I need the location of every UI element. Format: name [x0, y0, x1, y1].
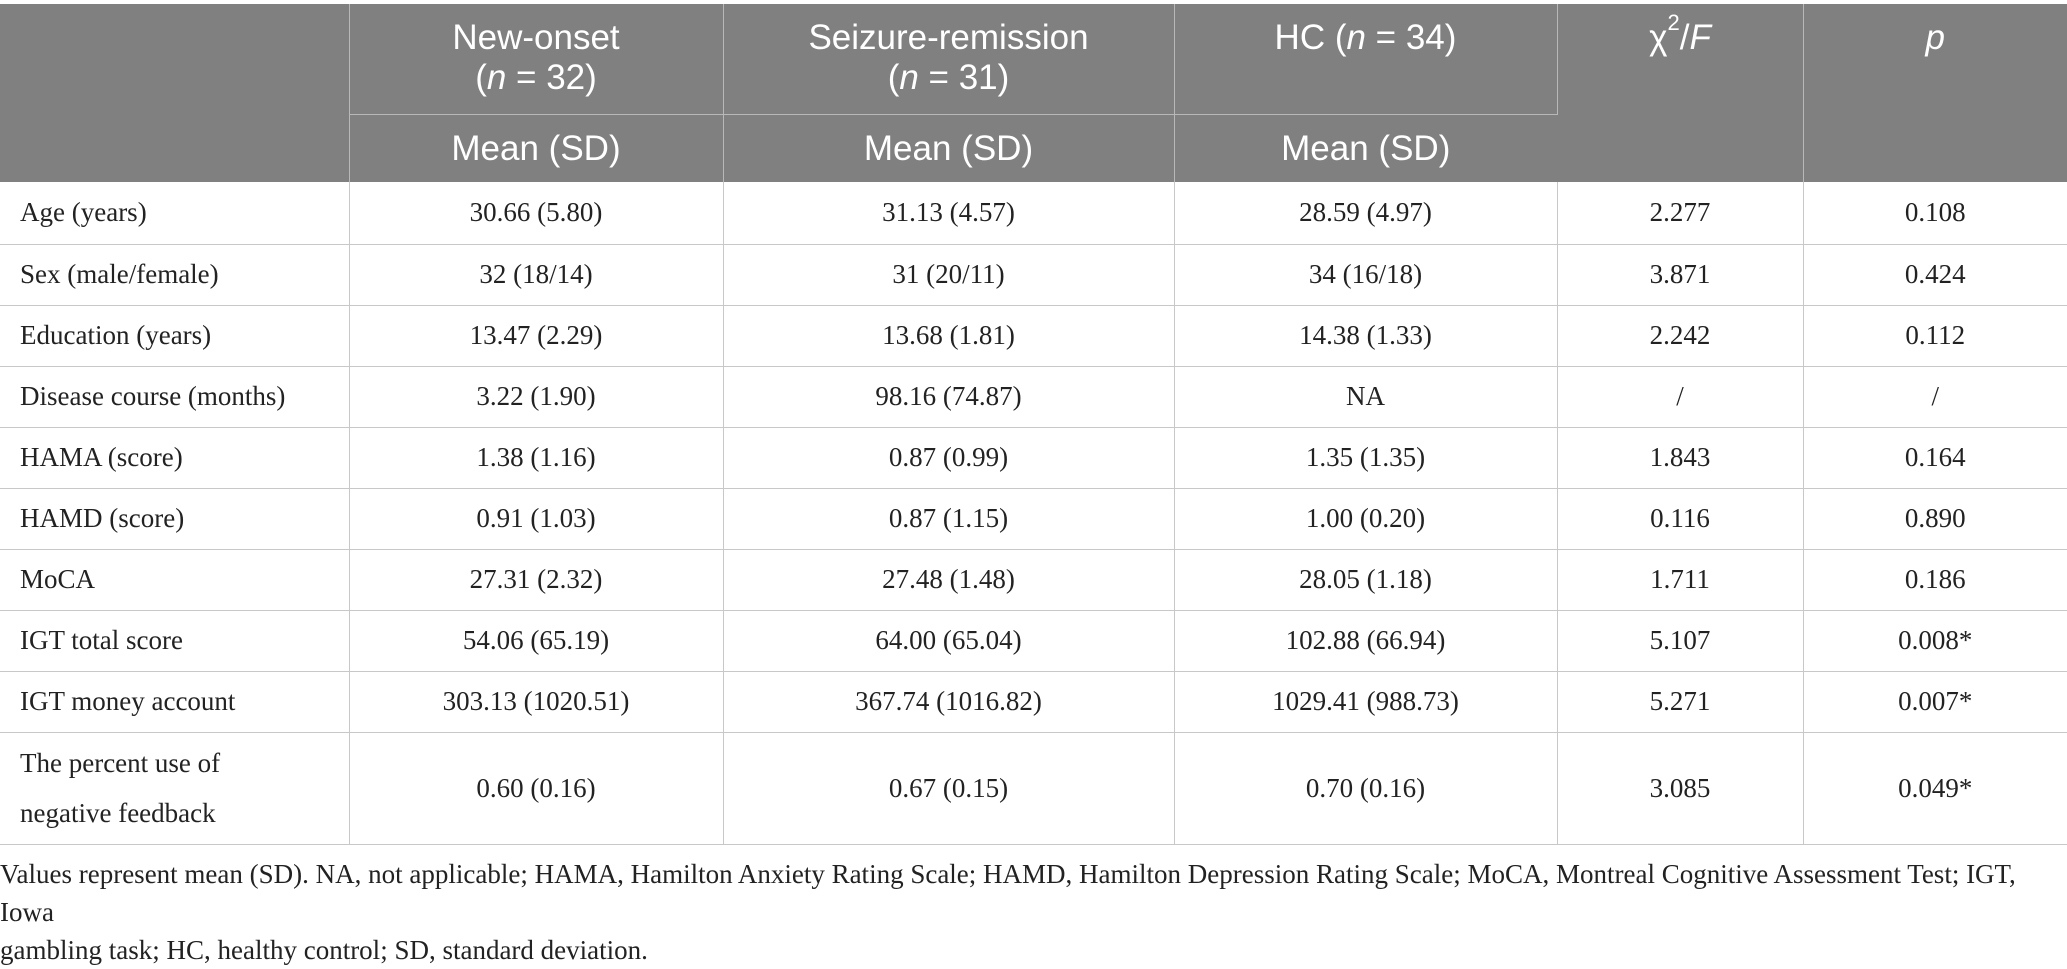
cell-hc: 28.05 (1.18)	[1174, 549, 1557, 610]
cell-stat: 5.271	[1557, 671, 1803, 732]
table-body	[0, 182, 2067, 844]
cell-hc: 1029.41 (988.73)	[1174, 671, 1557, 732]
table-row	[0, 182, 2067, 244]
cell-new-onset: 13.47 (2.29)	[349, 305, 723, 366]
cell-stat: 1.843	[1557, 427, 1803, 488]
row-label: MoCA	[0, 549, 349, 610]
cell-new-onset: 303.13 (1020.51)	[349, 671, 723, 732]
row-label: Sex (male/female)	[0, 244, 349, 305]
cell-stat: 3.871	[1557, 244, 1803, 305]
cell-seizure-remission: 31 (20/11)	[723, 244, 1174, 305]
cell-new-onset: 3.22 (1.90)	[349, 366, 723, 427]
cell-p: 0.112	[1803, 305, 2067, 366]
cell-new-onset: 30.66 (5.80)	[349, 182, 723, 244]
cell-p: 0.186	[1803, 549, 2067, 610]
header-seizure-remission-n: (n = 31)	[887, 58, 1010, 97]
cell-seizure-remission: 0.87 (0.99)	[723, 427, 1174, 488]
cell-stat: 2.242	[1557, 305, 1803, 366]
header-stat: $\chi^2/F$	[1557, 4, 1803, 182]
table-footnote: Values represent mean (SD). NA, not applicable; HAMA, Hamilton Anxiety Rating Scale; HAMD, Hamilton Depression Rating Scale; MoCA, Montreal Cognitive Assessment Test; IGT, Iowa gambling task; HC, healthy control; SD, standard deviation.	[0, 859, 2016, 965]
row-label: HAMD (score)	[0, 488, 349, 549]
row-label: The percent use of negative feedback	[0, 732, 349, 844]
cell-seizure-remission: 27.48 (1.48)	[723, 549, 1174, 610]
cell-new-onset: 32 (18/14)	[349, 244, 723, 305]
header-p: p	[1803, 4, 2067, 182]
cell-hc: 1.00 (0.20)	[1174, 488, 1557, 549]
cell-p: 0.108	[1803, 182, 2067, 244]
subheader-seizure-remission: Mean (SD)	[723, 114, 1174, 182]
row-label: HAMA (score)	[0, 427, 349, 488]
cell-p: 0.164	[1803, 427, 2067, 488]
cell-new-onset: 0.91 (1.03)	[349, 488, 723, 549]
demographics-table	[0, 4, 2067, 845]
table-row	[0, 671, 2067, 732]
cell-p: 0.424	[1803, 244, 2067, 305]
cell-p: 0.008*	[1803, 610, 2067, 671]
cell-hc: NA	[1174, 366, 1557, 427]
subheader-new-onset: Mean (SD)	[349, 114, 723, 182]
header-new-onset-title: New-onset	[452, 18, 620, 57]
cell-new-onset: 27.31 (2.32)	[349, 549, 723, 610]
table-row	[0, 244, 2067, 305]
cell-hc: 34 (16/18)	[1174, 244, 1557, 305]
subheader-hc: Mean (SD)	[1174, 114, 1557, 182]
cell-seizure-remission: 367.74 (1016.82)	[723, 671, 1174, 732]
cell-p: /	[1803, 366, 2067, 427]
cell-hc: 102.88 (66.94)	[1174, 610, 1557, 671]
cell-seizure-remission: 31.13 (4.57)	[723, 182, 1174, 244]
cell-seizure-remission: 13.68 (1.81)	[723, 305, 1174, 366]
cell-new-onset: 0.60 (0.16)	[349, 732, 723, 844]
cell-new-onset: 54.06 (65.19)	[349, 610, 723, 671]
header-seizure-remission	[723, 4, 1174, 114]
table-row	[0, 305, 2067, 366]
header-new-onset	[349, 4, 723, 114]
row-label: Education (years)	[0, 305, 349, 366]
cell-stat: 2.277	[1557, 182, 1803, 244]
cell-p: 0.049*	[1803, 732, 2067, 844]
table-row	[0, 366, 2067, 427]
table-row	[0, 549, 2067, 610]
row-label: Disease course (months)	[0, 366, 349, 427]
table-row	[0, 732, 2067, 844]
cell-hc: 14.38 (1.33)	[1174, 305, 1557, 366]
cell-p: 0.890	[1803, 488, 2067, 549]
row-label: IGT total score	[0, 610, 349, 671]
cell-seizure-remission: 98.16 (74.87)	[723, 366, 1174, 427]
cell-stat: 1.711	[1557, 549, 1803, 610]
row-label: Age (years)	[0, 182, 349, 244]
cell-hc: 1.35 (1.35)	[1174, 427, 1557, 488]
cell-p: 0.007*	[1803, 671, 2067, 732]
header-variable	[0, 4, 349, 182]
cell-new-onset: 1.38 (1.16)	[349, 427, 723, 488]
cell-hc: 28.59 (4.97)	[1174, 182, 1557, 244]
cell-seizure-remission: 64.00 (65.04)	[723, 610, 1174, 671]
cell-seizure-remission: 0.67 (0.15)	[723, 732, 1174, 844]
cell-stat: 0.116	[1557, 488, 1803, 549]
header-new-onset-n: (n = 32)	[475, 58, 597, 97]
table-row	[0, 610, 2067, 671]
cell-hc: 0.70 (0.16)	[1174, 732, 1557, 844]
table-row	[0, 488, 2067, 549]
table-row	[0, 427, 2067, 488]
header-seizure-remission-title: Seizure-remission	[808, 18, 1089, 57]
row-label: IGT money account	[0, 671, 349, 732]
cell-stat: 3.085	[1557, 732, 1803, 844]
cell-stat: /	[1557, 366, 1803, 427]
table-header	[0, 4, 2067, 182]
header-hc: HC (n = 34)	[1174, 4, 1557, 114]
cell-stat: 5.107	[1557, 610, 1803, 671]
cell-seizure-remission: 0.87 (1.15)	[723, 488, 1174, 549]
